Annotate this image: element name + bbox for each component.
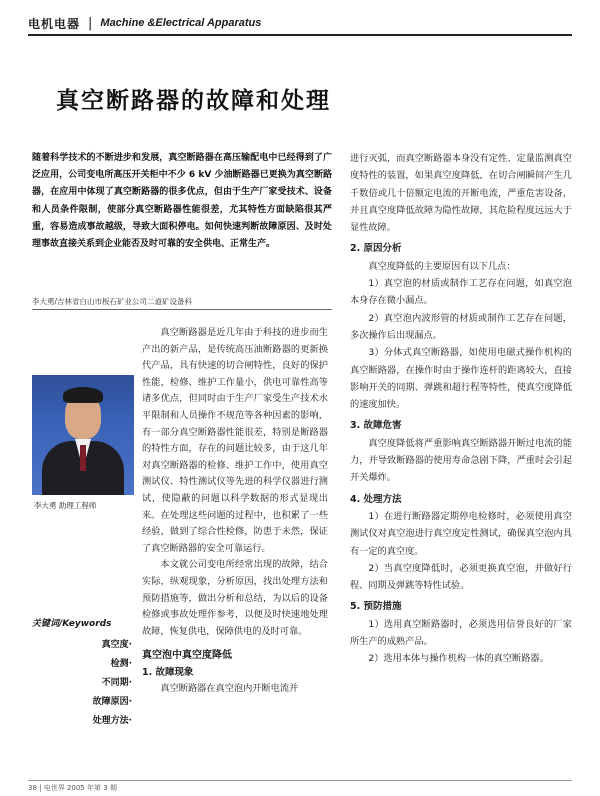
section-title-cn: 电机电器 [28, 16, 81, 31]
sub-heading: 3. 故障危害 [350, 420, 402, 432]
keyword: 真空度· [101, 640, 132, 650]
photo-caption: 李大勇 助理工程师 [34, 501, 97, 510]
page-footer: 38 | 电世界 2005 年第 3 期 [28, 780, 572, 793]
section-title-en: Machine &Electrical Apparatus [100, 17, 262, 29]
sub-heading: 1. 故障现象 [142, 666, 194, 678]
intro-paragraph: 真空断路器是近几年由于科技的进步而生产出的新产品，是传统高压油断路器的更新换代产品，具有快速的切合闸特性，良好的保护性能，检修、维护工作量小，供电可靠性高等诸多优点，但同时由于生产厂家受生产技术水平限制和人员操作不规范等各种因素的影响，有一部分真空断路器性能很差，特别是断路器的特性方面，存在的问题比较多，由于这几年对真空断路器的检修、维护工作中，使用真空测试仪、特性测试仪等先进的科学仪器进行测试，使隐蔽的问题以科学数据的形式显现出来。在处理这些问题的过程中，也积累了一些经验，做到了综合性检修，防患于未然，保证了真空断路器的安全可靠运行。 [142, 327, 328, 554]
body-paragraph: 2）真空泡内波形管的材质或制作工艺存在问题，多次操作后出现漏点。 [350, 312, 572, 341]
abstract: 随着科学技术的不断进步和发展，真空断路器在高压输配电中已经得到了广泛应用，公司变电所高压开关柜中不少 6 kV 少油断路器已更换为真空断路器，在应用中体现了真空断路器的很多优点，但由于生产厂家受技术、设备和人员条件限制，使部分真空断路器性能很差，尤其特性方面缺陷很其严重，容易造成事故越级，导致大面积停电。如何快速判断故障原因、及时处理事故直接关系到企业能否及时可靠的安全供电、正常生产。 [32, 153, 332, 250]
body-column-right [350, 150, 572, 668]
body-paragraph: 2）选用本体与操作机构一体的真空断路器。 [368, 653, 549, 665]
body-paragraph: 真空断路器在真空泡内开断电流并 [160, 683, 299, 695]
intro-paragraph: 本文就公司变电所经常出现的故障，结合实际，纵观现象，分析原因，找出处理方法和预防措施等，做出分析和总结，为以后的设备检修或事故处理作参考，以便及时快速地处理故障，恢复供电，保障供电的及时可靠。 [142, 559, 328, 637]
body-paragraph: 2）当真空度降低时，必须更换真空泡，并做好行程、同期及弹跳等特性试验。 [350, 562, 572, 592]
article-title: 真空断路器的故障和处理 [56, 87, 331, 114]
sub-heading: 5. 预防措施 [350, 601, 402, 613]
body-column-middle [142, 325, 328, 698]
sub-heading: 4. 处理方法 [350, 493, 402, 505]
keyword: 不同期· [101, 678, 132, 688]
body-paragraph: 3）分体式真空断路器，如使用电磁式操作机构的真空断路器，在操作时由于操作连杆的距离较大，直接影响开关的同期、弹跳和超行程等特性，使真空度降低的速度加快。 [350, 347, 572, 411]
keyword: 故障原因· [92, 697, 132, 707]
body-paragraph: 1）真空泡的材质或制作工艺存在问题，如真空泡本身存在微小漏点。 [350, 278, 572, 307]
header-divider: | [88, 15, 93, 31]
body-paragraph: 1）选用真空断路器时，必须选用信誉良好的厂家所生产的成熟产品。 [350, 618, 572, 648]
body-paragraph: 真空度降低将严重影响真空断路器开断过电流的能力，并导致断路器的使用寿命急剧下降，严重时会引起开关爆炸。 [350, 437, 572, 484]
section-heading: 真空泡中真空度降低 [142, 650, 232, 662]
keywords-label: 关键词/Keywords [32, 619, 112, 629]
author-affiliation: 李大勇/吉林省白山市板石矿业公司二道矿设备科 [32, 296, 332, 310]
keyword: 检测· [110, 659, 132, 669]
body-paragraph: 真空度降低的主要原因有以下几点： [368, 260, 516, 272]
body-paragraph: 1）在进行断路器定期停电检修时，必须使用真空测试仪对真空泡进行真空度定性测试，确保真空泡内具有一定的真空度。 [350, 510, 572, 557]
sub-heading: 2. 原因分析 [350, 243, 402, 255]
keyword: 处理方法· [92, 716, 132, 726]
keywords-list [60, 636, 132, 731]
body-paragraph: 进行灭弧，而真空断路器本身没有定性、定量监测真空度特性的装置，如果真空度降低，在切合闸瞬间产生几千数倍或几十倍额定电流的开断电流，严重危害设备，并且真空度降低故障为隐性故障，其危险程度远远大于显性故障。 [350, 153, 572, 234]
author-photo [32, 375, 134, 495]
page-header [28, 12, 572, 36]
